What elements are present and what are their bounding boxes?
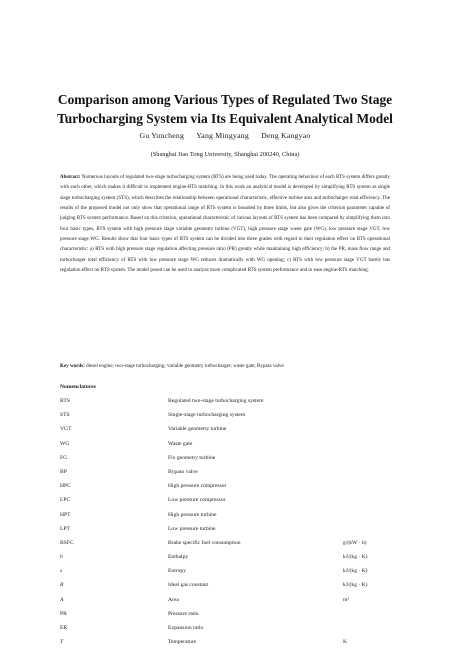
nomenclature-definition: Ideal gas constant: [168, 582, 209, 589]
nomenclature-row: [60, 511, 400, 525]
nomenclature-row: [60, 397, 400, 411]
nomenclature-symbol: HPT: [60, 511, 71, 518]
nomenclature-definition: High pressure turbine: [168, 511, 217, 518]
nomenclature-unit: kJ/(kg · K): [343, 582, 368, 589]
nomenclature-symbol: RTS: [60, 398, 70, 404]
nomenclature-definition: Variable geometry turbine: [168, 426, 227, 433]
nomenclature-heading: Nomenclatures: [60, 384, 96, 390]
nomenclature-row: [60, 624, 400, 638]
nomenclature-definition: Bypass valve: [168, 468, 198, 475]
nomenclature-definition: Expansion ratio: [168, 625, 204, 631]
affiliation: (Shanghai Jiao Tong University, Shanghai 200240, China): [150, 151, 300, 158]
nomenclature-definition: Pressure ratio: [168, 610, 199, 617]
nomenclature-symbol: VGT: [60, 426, 72, 433]
nomenclature-row: [60, 525, 400, 539]
nomenclature-row: [60, 454, 400, 468]
nomenclature-unit: kJ/(kg · K): [343, 568, 368, 575]
nomenclature-symbol: BSFC: [60, 539, 74, 546]
author-list: [0, 131, 450, 140]
nomenclature-row: [60, 411, 400, 425]
title-line-2: Turbocharging System via Its Equivalent Analytical Model: [57, 111, 393, 126]
nomenclature-row: [60, 425, 400, 439]
nomenclature-row: [60, 468, 400, 482]
nomenclature-symbol: s: [60, 568, 63, 575]
nomenclature-unit: kJ/(kg · K): [343, 554, 368, 561]
keywords-label: Key words:: [60, 363, 85, 369]
keywords-text: diesel engine; two-stage turbocharging; variable geometry turbocharger; waste gate; Bypass valve: [86, 363, 284, 369]
nomenclature-symbol: LPT: [60, 525, 70, 532]
nomenclature-symbol: STS: [60, 412, 70, 419]
nomenclature-list: [60, 397, 400, 652]
nomenclature-definition: Area: [168, 596, 179, 603]
abstract-text: Numerous layouts of regulated two-stage turbocharging system (RTS) are being used today. The operating behaviour of each RTS system differs greatly with each other, which makes it difficult to implement engine-RTS matching. In this work an analytical model is developed by simplifying RTS system as single stage turbocharging system (STS), which describes the relationship between operational characteristic, effective turbine area and turbocharger total efficiency. The results of the proposed model not only show that operational range of RTS system is bounded by three limits, but also gives the criterion parameter capable of judging RTS system performance. Based on this criterion, operational characteristic of various layouts of RTS system has been compared by simplifying them into four basic types, RTS system with high pressure stage variable geometry turbine (VGT), high pressure stage waste gate (WG), low pressure stage VGT, low pressure stage WG. Results show that four basic types of RTS system can be divided into three grades with regard to their regulation effect on RTS operational characteristic: a) RTS with high pressure stage regulation affecting pressure ratio (PR) greatly while maintaining high efficiency; b) the PR, mass flow range and turbocharger total efficiency of RTS with low pressure stage WG reduces dramatically with WG opening; c) RTS with low pressure stage VGT barely has regulation effect on RTS system. The model posed can be used to analyze more complicated RTS system performance and to ease engine-RTS matching.: [60, 174, 390, 274]
nomenclature-row: [60, 440, 400, 454]
nomenclature-symbol: R: [60, 582, 64, 589]
keywords: [60, 361, 390, 371]
nomenclature-definition: Low pressure compressor: [168, 497, 226, 504]
nomenclature-symbol: h: [60, 554, 63, 561]
nomenclature-definition: Waste gate: [168, 440, 193, 447]
nomenclature-row: [60, 638, 400, 652]
abstract: [60, 172, 390, 275]
nomenclature-definition: Brake specific fuel consumption: [168, 539, 241, 546]
nomenclature-definition: High pressure compressor: [168, 483, 227, 490]
nomenclature-definition: Low pressure turbine: [168, 525, 216, 532]
nomenclature-symbol: WG: [60, 440, 70, 447]
nomenclature-row: [60, 496, 400, 510]
nomenclature-symbol: BP: [60, 468, 67, 475]
nomenclature-symbol: LPC: [60, 497, 71, 504]
paper-title: [0, 90, 450, 128]
author-name: Deng Kangyao: [261, 131, 311, 140]
author-name: Yang Mingyang: [196, 131, 249, 140]
nomenclature-definition: Enthalpy: [168, 554, 189, 561]
nomenclature-row: [60, 482, 400, 496]
nomenclature-row: [60, 596, 400, 610]
abstract-label: Abstract:: [60, 174, 81, 180]
nomenclature-symbol: A: [60, 596, 64, 603]
title-line-1: Comparison among Various Types of Regulated Two Stage: [57, 92, 393, 107]
author-name: Gu Yuncheng: [139, 131, 185, 140]
nomenclature-symbol: FG: [60, 454, 68, 461]
nomenclature-row: [60, 581, 400, 595]
nomenclature-symbol: T: [60, 639, 64, 646]
nomenclature-symbol: PR: [60, 610, 67, 617]
nomenclature-unit: m²: [343, 596, 350, 603]
nomenclature-unit: g/(kW · h): [343, 539, 367, 546]
nomenclature-definition: Fix geometry turbine: [168, 454, 216, 461]
nomenclature-row: [60, 567, 400, 581]
nomenclature-definition: Temperature: [168, 639, 197, 646]
nomenclature-row: [60, 610, 400, 624]
nomenclature-row: [60, 539, 400, 553]
nomenclature-symbol: ER: [60, 625, 68, 631]
nomenclature-unit: K: [343, 639, 348, 646]
nomenclature-definition: Single-stage turbocharging system: [168, 412, 246, 419]
nomenclature-symbol: HPC: [60, 483, 71, 490]
nomenclature-definition: Entropy: [168, 568, 187, 575]
nomenclature-row: [60, 553, 400, 567]
nomenclature-definition: Regulated two-stage turbocharging system: [168, 398, 264, 404]
